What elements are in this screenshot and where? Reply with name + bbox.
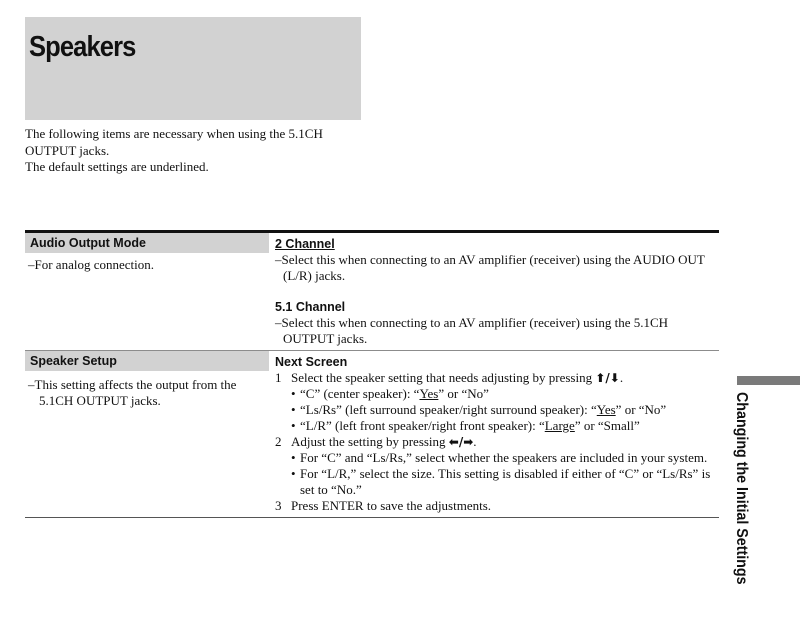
bullet-item: • For “C” and “Ls/Rs,” select whether the speakers are included in your system. [291, 450, 708, 465]
step-text: Press ENTER to save the adjustments. [291, 498, 492, 513]
default-value: Yes [419, 386, 439, 401]
step-text: Adjust the setting by pressing ⬅/➡. [291, 434, 477, 449]
up-down-arrow-icon: ⬆/⬇ [595, 371, 620, 385]
param-heading: Audio Output Mode [25, 233, 269, 253]
step-item [275, 434, 719, 450]
step-item [275, 498, 719, 514]
param-description: –For analog connection. [28, 257, 154, 272]
step-number: 2 [275, 434, 282, 449]
section-tab-bar [737, 376, 800, 385]
intro-line: The following items are necessary when using the 5.1CH OUTPUT jacks. [25, 126, 323, 158]
options-column [275, 233, 719, 350]
option-heading-default: 2 Channel [275, 237, 335, 251]
param-column [25, 233, 269, 350]
bullet-item: • For “L/R,” select the size. This setting is disabled if either of “C” or “Ls/Rs” is set to “No.” [291, 466, 711, 497]
step-item [275, 370, 719, 386]
intro-line: The default settings are underlined. [25, 159, 209, 174]
param-column [25, 351, 269, 517]
step-number: 1 [275, 370, 282, 385]
table-row-audio-output-mode [25, 233, 719, 350]
option-description: –Select this when connecting to an AV amplifier (receiver) using the AUDIO OUT (L/R) jacks. [275, 252, 705, 283]
bullet-item: • “L/R” (left front speaker/right front speaker): “Large” or “Small” [291, 418, 640, 433]
page-title: Speakers [29, 31, 136, 63]
step-text: Select the speaker setting that needs adjusting by pressing ⬆/⬇. [291, 370, 624, 385]
intro-text [25, 126, 345, 176]
table-row-speaker-setup [25, 350, 719, 517]
options-column [275, 351, 719, 517]
next-screen-heading: Next Screen [275, 355, 348, 369]
default-value: Yes [596, 402, 616, 417]
param-heading: Speaker Setup [25, 351, 269, 371]
settings-table [25, 230, 719, 518]
param-description: –This setting affects the output from the 5.1CH OUTPUT jacks. [28, 377, 237, 408]
section-side-label: Changing the Initial Settings [733, 392, 750, 585]
bullet-item: • “Ls/Rs” (left surround speaker/right surround speaker): “Yes” or “No” [291, 402, 667, 417]
left-right-arrow-icon: ⬅/➡ [448, 435, 474, 449]
default-value: Large [544, 418, 575, 433]
option-heading: 5.1 Channel [275, 300, 346, 314]
step-number: 3 [275, 498, 282, 513]
option-description: –Select this when connecting to an AV amplifier (receiver) using the 5.1CH OUTPUT jacks. [275, 315, 669, 346]
title-banner [25, 17, 361, 120]
bullet-item: • “C” (center speaker): “Yes” or “No” [291, 386, 489, 401]
